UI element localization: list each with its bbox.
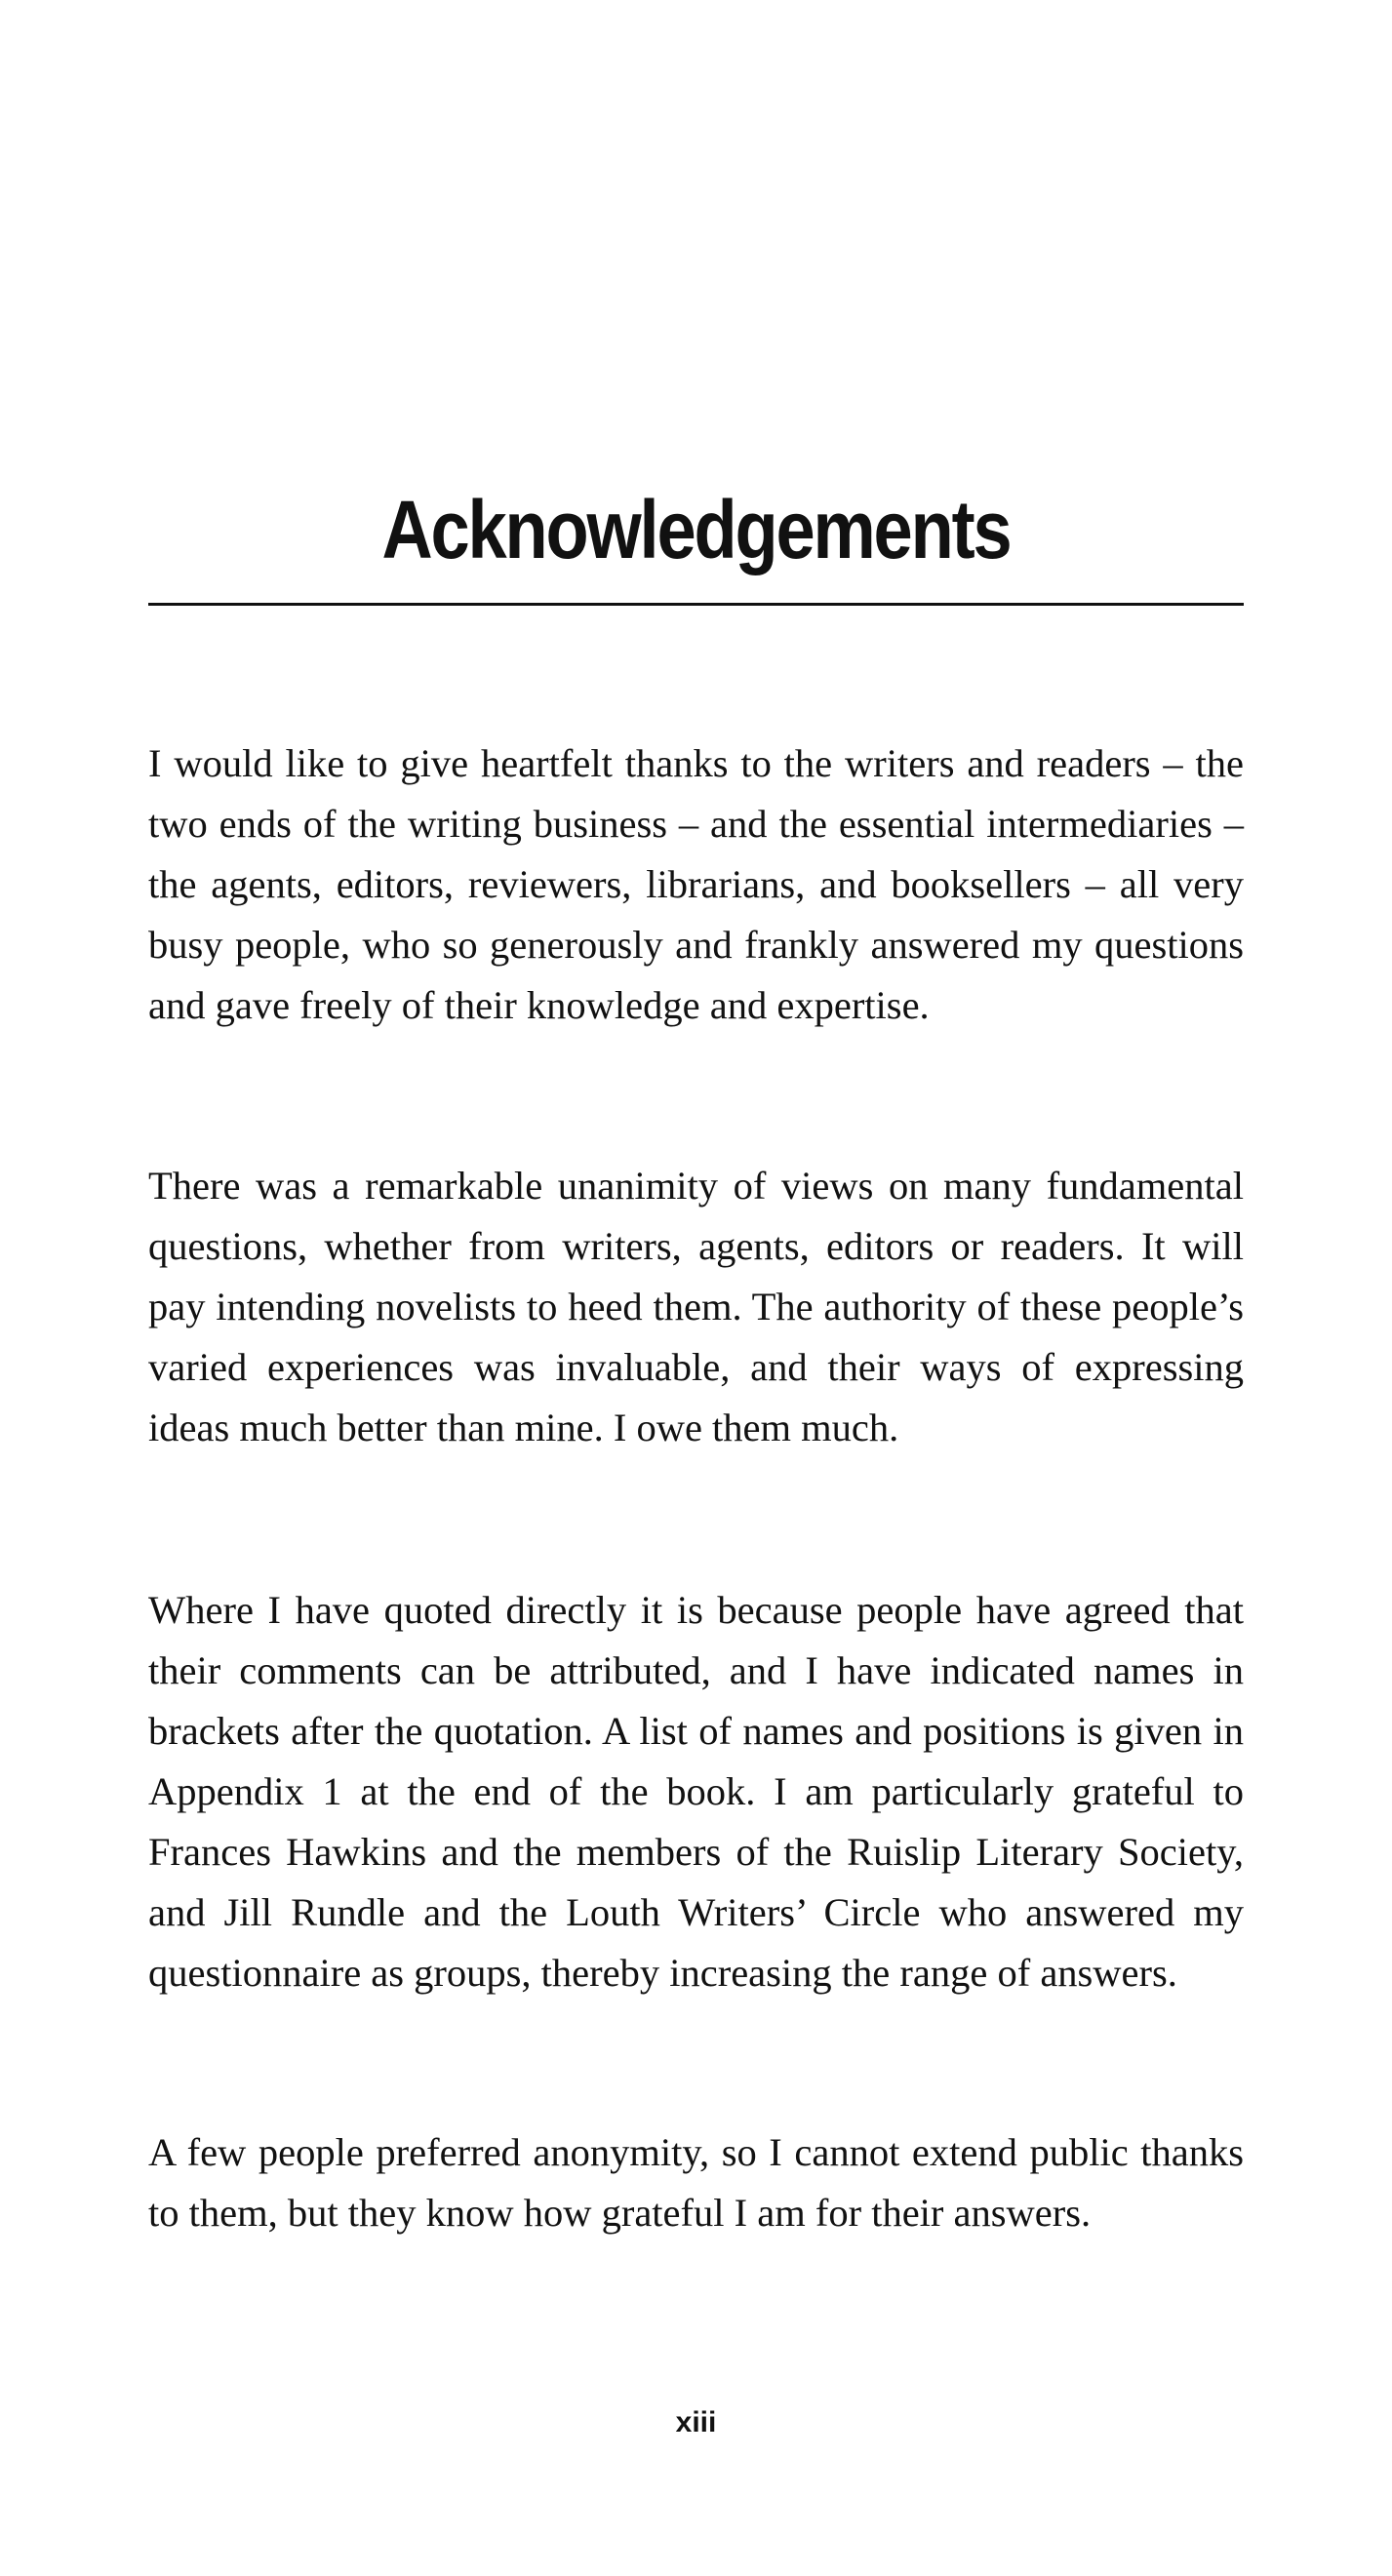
- paragraph-4: A few people preferred anonymity, so I cannot extend public thanks to them, but they know how grateful I am for their answers.: [148, 2130, 1244, 2235]
- page-number: xiii: [675, 2406, 717, 2438]
- paragraph-3: Where I have quoted directly it is because people have agreed that their comments can be attributed, and I have indicated names in brackets after the quotation. A list of names and positions is given in Appendix 1 at the end of the book. I am particularly grateful to Frances Hawkins and the members of the Ruislip Literary Society, and Jill Rundle and the Louth Writers’ Circle who answered my questionnaire as groups, thereby increasing the range of answers.: [148, 1588, 1244, 1995]
- paragraph-1: I would like to give heartfelt thanks to the writers and readers – the two ends of the writing business – and the essential intermediaries – the agents, editors, reviewers, librarians, and booksellers – all very busy people, who so generously and frankly answered my questions and gave freely of their knowledge and expertise.: [148, 741, 1244, 1027]
- paragraph-2: There was a remarkable unanimity of views on many fundamental questions, whether from writers, agents, editors or readers. It will pay intending novelists to heed them. The authority of these people’s varied experiences was invaluable, and their ways of expressing ideas much better than mine. I owe them much.: [148, 1164, 1244, 1449]
- page-title: Acknowledgements: [381, 484, 1011, 575]
- title-rule: [148, 603, 1244, 606]
